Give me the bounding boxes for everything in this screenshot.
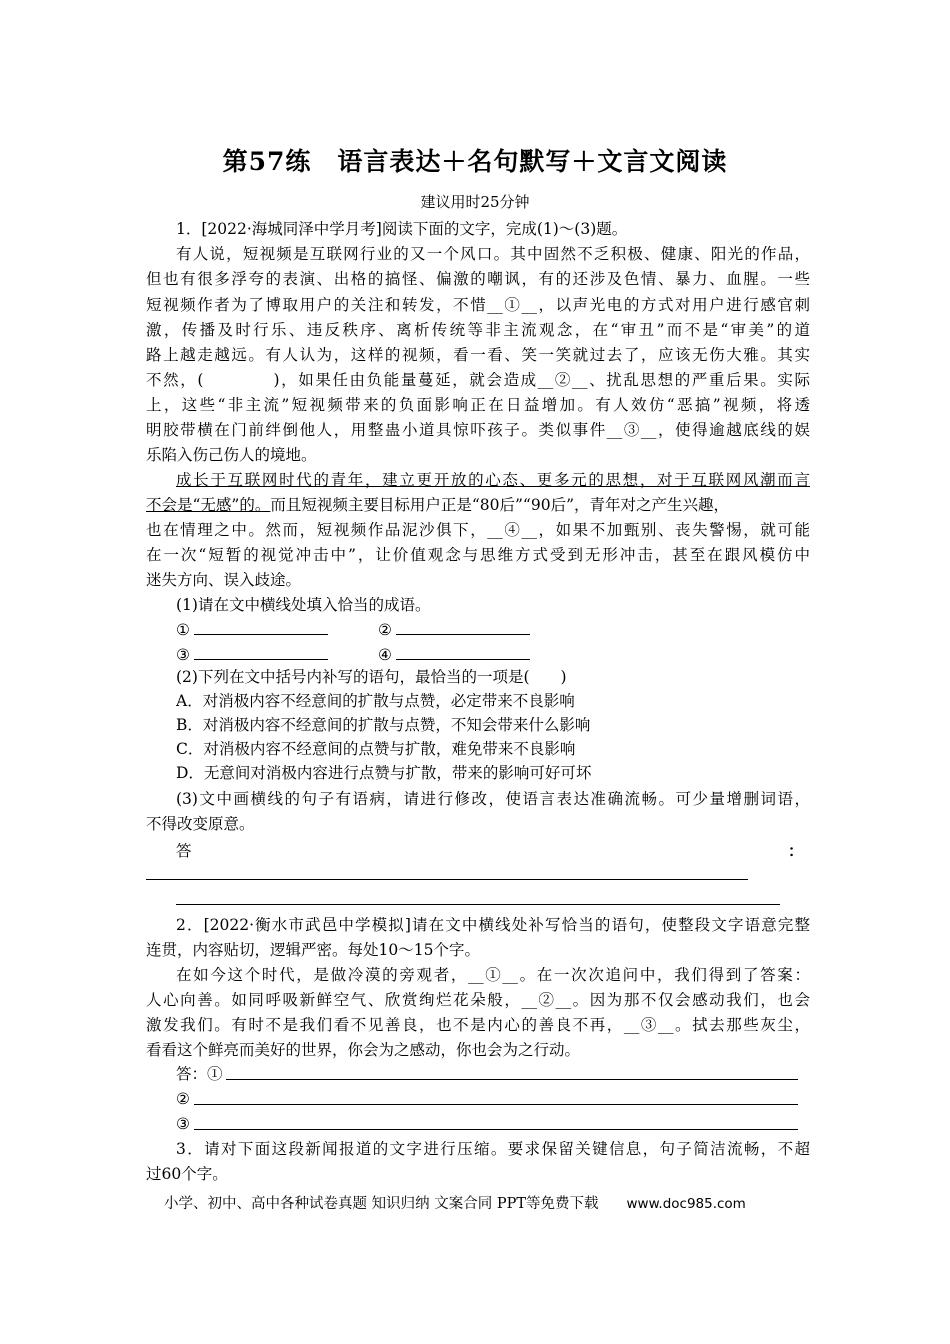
sub-question-3: (3)文中画横线的句子有语病，请进行修改，使语言表达准确流畅。可少量增删词语， [176,790,810,808]
q1-p1-line: 但也有很多浮夸的表演、出格的搞怪、偏激的嘲讽，有的还涉及色情、暴力、血腥。一些 [146,270,810,288]
q2-header-cont: 连贯，内容贴切，逻辑严密。每处10～15个字。 [146,941,480,959]
footer-url[interactable]: www.doc985.com [626,1196,746,1212]
q1-p2-line: 也在情理之中。然而，短视频作品泥沙俱下，__④__，如果不加甄别、丧失警惕，就可能 [146,521,810,539]
q2-line: 看看这个鲜亮而美好的世界，你会为之感动，你也会为之行动。 [146,1041,581,1059]
blank-1-mark: ① [176,621,190,639]
underlined-sentence-end: 不会是“无感”的。 [146,496,271,514]
blank-4-line[interactable] [396,659,530,660]
sub-question-3-cont: 不得改变原意。 [146,815,255,833]
q2-line: 在如今这个时代，是做冷漠的旁观者，__①__。在一次次追问中，我们得到了答案： [176,966,810,984]
blank-3-mark: ③ [176,646,190,664]
q1-p2-line: 迷失方向、误入歧途。 [146,571,302,589]
q3-header-cont: 过60个字。 [146,1165,228,1183]
answer-label: 答 [176,842,192,860]
option-d[interactable]: D．无意间对消极内容进行点赞与扩散，带来的影响可好可坏 [176,764,592,782]
sub-question-2: (2)下列在文中括号内补写的语句，最恰当的一项是( ) [176,668,567,686]
q1-p1-line: 短视频作者为了博取用户的关注和转发，不惜__①__，以声光电的方式对用户进行感官刺 [146,296,810,314]
answer-colon: ： [788,841,804,860]
q2-answer-mark-1: ① [207,1065,223,1083]
blank-2-mark: ② [378,621,392,639]
q1-p1-line: 明胶带横在门前绊倒他人，用整蛊小道具惊吓孩子。类似事件__③__，使得逾越底线的娱 [146,421,810,439]
option-b[interactable]: B．对消极内容不经意间的扩散与点赞，不知会带来什么影响 [176,716,591,734]
blank-3-line[interactable] [194,659,328,660]
q2-answer-mark-3: ③ [176,1115,190,1133]
q2-answer-line-1[interactable] [226,1079,798,1080]
q1-p2-line: 在一次“短暂的视觉冲击中”，让价值观念与思维方式受到无形冲击，甚至在跟风模仿中 [146,546,810,564]
q3-header: 3．请对下面这段新闻报道的文字进行压缩。要求保留关键信息，句子简洁流畅，不超 [176,1140,810,1158]
sub-question-1: (1)请在文中横线处填入恰当的成语。 [176,596,431,614]
page-title: 第57练 语言表达＋名句默写＋文言文阅读 [222,147,728,176]
q2-line: 人心向善。如同呼吸新鲜空气、欣赏绚烂花朵般，__②__。因为那不仅会感动我们，也会 [146,991,810,1009]
answer-line-1[interactable] [146,879,748,880]
blank-2-line[interactable] [396,634,530,635]
footer [164,1192,746,1213]
q1-p2-rest: 而且短视频主要目标用户正是“80后”“90后”，青年对之产生兴趣， [270,496,730,514]
q1-p1-line: 上，这些“非主流”短视频带来的负面影响正在日益增加。有人效仿“恶搞”视频，将透 [146,396,810,414]
q2-header: 2．[2022·衡水市武邑中学模拟]请在文中横线处补写恰当的语句，使整段文字语意完整 [176,916,810,934]
underlined-sentence: 成长于互联网时代的青年，建立更开放的心态、更多元的思想，对于互联网风潮而言 [176,471,810,489]
q2-answer-mark-2: ② [176,1090,190,1108]
footer-text: 小学、初中、高中各种试卷真题 知识归纳 文案合同 PPT等免费下载 [164,1196,599,1212]
q2-line: 激发我们。有时不是我们看不见善良，也不是内心的善良不再，__③__。拭去那些灰尘， [146,1016,810,1034]
q2-answer-line-2[interactable] [194,1104,798,1105]
blank-4-mark: ④ [378,646,392,664]
q1-p1-line: 乐陷入伤己伤人的境地。 [146,446,317,464]
q2-answer-prefix [176,1063,223,1085]
option-a[interactable]: A．对消极内容不经意间的扩散与点赞，必定带来不良影响 [176,692,575,710]
q2-answer-line-3[interactable] [194,1129,798,1130]
q1-p1-line: 有人说，短视频是互联网行业的又一个风口。其中固然不乏积极、健康、阳光的作品， [176,245,810,263]
q1-header: 1．[2022·海城同泽中学月考]阅读下面的文字，完成(1)～(3)题。 [176,220,628,238]
blank-1-line[interactable] [194,634,328,635]
answer-line-2[interactable] [176,904,780,905]
q1-p1-line: 不然，( )，如果任由负能量蔓延，就会造成__②__、扰乱思想的严重后果。实际 [146,371,810,389]
option-c[interactable]: C．对消极内容不经意间的点赞与扩散，难免带来不良影响 [176,740,576,758]
suggested-time: 建议用时25分钟 [420,193,530,211]
q1-p1-line: 激，传播及时行乐、违反秩序、离析传统等非主流观念，在“审丑”而不是“审美”的道 [146,321,810,339]
q2-answer-label: 答： [176,1065,208,1083]
q1-p2-line [146,494,810,516]
q1-p1-line: 路上越走越远。有人认为，这样的视频，看一看、笑一笑就过去了，应该无伤大雅。其实 [146,346,810,364]
